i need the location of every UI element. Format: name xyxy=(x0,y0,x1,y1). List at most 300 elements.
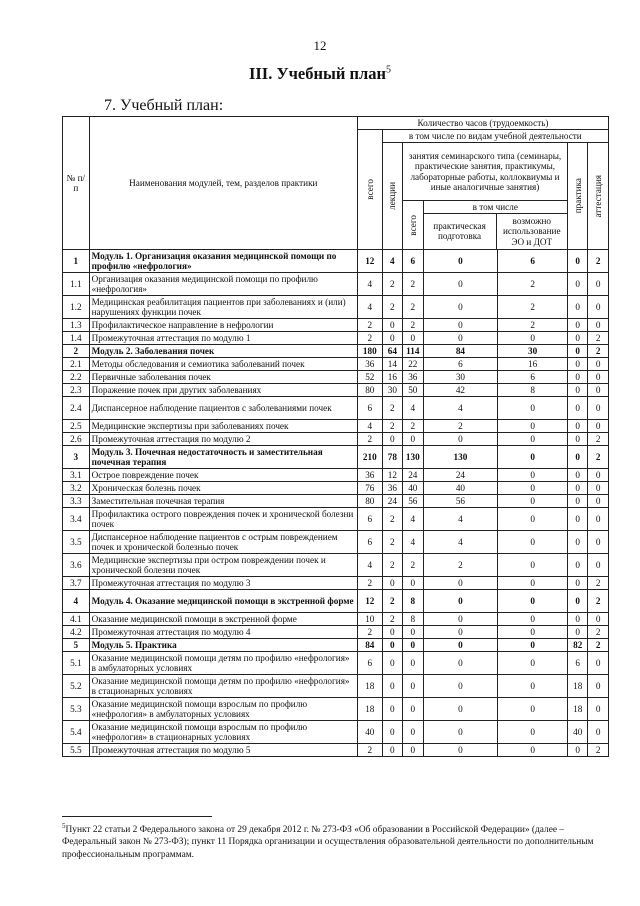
row-seminar-total: 4 xyxy=(403,396,423,419)
row-practice: 0 xyxy=(567,419,587,432)
row-eo-dot: 6 xyxy=(498,249,568,272)
row-num: 2.3 xyxy=(63,383,90,396)
row-name: Профилактическое направление в нефрологии xyxy=(89,318,357,331)
row-attestation: 0 xyxy=(588,468,609,481)
row-lectures: 64 xyxy=(382,344,402,357)
row-total: 2 xyxy=(358,318,383,331)
row-attestation: 2 xyxy=(588,638,609,651)
page-number: 12 xyxy=(313,38,327,53)
row-attestation: 0 xyxy=(588,396,609,419)
row-eo-dot: 0 xyxy=(498,651,568,674)
row-total: 2 xyxy=(358,432,383,445)
row-eo-dot: 0 xyxy=(498,432,568,445)
row-attestation: 0 xyxy=(588,370,609,383)
row-name: Оказание медицинской помощи в экстренной форме xyxy=(89,612,357,625)
row-num: 5.2 xyxy=(63,674,90,697)
row-practice: 0 xyxy=(567,249,587,272)
row-eo-dot: 0 xyxy=(498,331,568,344)
row-practical-training: 130 xyxy=(423,445,498,468)
header-num: № п/п xyxy=(63,117,90,250)
row-seminar-total: 0 xyxy=(403,576,423,589)
row-name: Оказание медицинской помощи детям по профилю «нефрология» в стационарных условиях xyxy=(89,674,357,697)
row-total: 12 xyxy=(358,249,383,272)
row-practical-training: 6 xyxy=(423,357,498,370)
row-eo-dot: 2 xyxy=(498,295,568,318)
row-num: 2.2 xyxy=(63,370,90,383)
row-seminar-total: 22 xyxy=(403,357,423,370)
row-attestation: 0 xyxy=(588,272,609,295)
row-practice: 0 xyxy=(567,468,587,481)
row-name: Модуль 1. Организация оказания медицинской помощи по профилю «нефрология» xyxy=(89,249,357,272)
row-practical-training: 0 xyxy=(423,318,498,331)
row-name: Промежуточная аттестация по модулю 4 xyxy=(89,625,357,638)
row-attestation: 0 xyxy=(588,383,609,396)
row-seminar-total: 0 xyxy=(403,638,423,651)
row-practical-training: 0 xyxy=(423,432,498,445)
row-eo-dot: 0 xyxy=(498,445,568,468)
header-attestation-text: аттестация xyxy=(593,174,604,218)
row-num: 5.4 xyxy=(63,720,90,743)
row-name: Первичные заболевания почек xyxy=(89,370,357,383)
row-seminar-total: 2 xyxy=(403,272,423,295)
row-num: 3.3 xyxy=(63,494,90,507)
row-seminar-total: 36 xyxy=(403,370,423,383)
row-lectures: 0 xyxy=(382,651,402,674)
row-name: Модуль 2. Заболевания почек xyxy=(89,344,357,357)
row-eo-dot: 2 xyxy=(498,318,568,331)
row-practice: 0 xyxy=(567,494,587,507)
row-name: Оказание медицинской помощи детям по профилю «нефрология» в амбулаторных условиях xyxy=(89,651,357,674)
row-num: 1.1 xyxy=(63,272,90,295)
row-eo-dot: 0 xyxy=(498,743,568,756)
row-eo-dot: 0 xyxy=(498,419,568,432)
row-seminar-total: 50 xyxy=(403,383,423,396)
row-attestation: 0 xyxy=(588,318,609,331)
row-lectures: 2 xyxy=(382,553,402,576)
row-eo-dot: 0 xyxy=(498,396,568,419)
row-total: 4 xyxy=(358,295,383,318)
header-eo-dot: возможно использование ЭО и ДОТ xyxy=(502,216,561,247)
row-seminar-total: 130 xyxy=(403,445,423,468)
row-seminar-total: 4 xyxy=(403,507,423,530)
footnote-text: Пункт 22 статьи 2 Федерального закона от 29 декабря 2012 г. № 273-ФЗ «Об образовании в Российской Федерации» (далее – Федеральный закон № 273-ФЗ); пункт 11 Порядка организации и осуществления образовательной деятельности по дополнительным профессиональным программам. xyxy=(62,825,594,860)
curriculum-body xyxy=(63,249,609,756)
footnote-rule xyxy=(62,816,212,817)
row-total: 10 xyxy=(358,612,383,625)
header-total xyxy=(358,130,383,250)
row-lectures: 0 xyxy=(382,697,402,720)
row-total: 18 xyxy=(358,697,383,720)
header-incl: в том числе xyxy=(424,201,567,214)
row-practice: 40 xyxy=(567,720,587,743)
row-total: 2 xyxy=(358,576,383,589)
row-eo-dot: 0 xyxy=(498,468,568,481)
header-practice xyxy=(567,143,587,250)
section-footnote-mark: 5 xyxy=(386,64,392,76)
row-attestation: 0 xyxy=(588,295,609,318)
row-practical-training: 2 xyxy=(423,553,498,576)
table-row xyxy=(63,612,609,625)
row-eo-dot: 0 xyxy=(498,481,568,494)
row-seminar-total: 0 xyxy=(403,743,423,756)
row-eo-dot: 0 xyxy=(498,576,568,589)
row-lectures: 0 xyxy=(382,331,402,344)
row-attestation: 0 xyxy=(588,419,609,432)
row-total: 6 xyxy=(358,396,383,419)
row-practical-training: 56 xyxy=(423,494,498,507)
row-attestation: 0 xyxy=(588,553,609,576)
table-row xyxy=(63,331,609,344)
table-row xyxy=(63,674,609,697)
row-name: Диспансерное наблюдение пациентов с острым повреждением почек и хронической болезнью почек xyxy=(89,530,357,553)
row-practice: 18 xyxy=(567,697,587,720)
row-practice: 0 xyxy=(567,625,587,638)
table-row xyxy=(63,494,609,507)
table-row xyxy=(63,445,609,468)
row-num: 3 xyxy=(63,445,90,468)
row-lectures: 2 xyxy=(382,589,402,612)
row-seminar-total: 0 xyxy=(403,331,423,344)
table-row xyxy=(63,481,609,494)
table-row xyxy=(63,468,609,481)
row-practical-training: 0 xyxy=(423,249,498,272)
row-eo-dot: 6 xyxy=(498,370,568,383)
table-row xyxy=(63,318,609,331)
row-lectures: 2 xyxy=(382,295,402,318)
row-name: Медицинские экспертизы при заболеваниях почек xyxy=(89,419,357,432)
row-lectures: 2 xyxy=(382,530,402,553)
row-eo-dot: 0 xyxy=(498,612,568,625)
row-seminar-total: 24 xyxy=(403,468,423,481)
row-practice: 0 xyxy=(567,553,587,576)
row-lectures: 14 xyxy=(382,357,402,370)
row-total: 76 xyxy=(358,481,383,494)
table-row xyxy=(63,720,609,743)
row-eo-dot: 0 xyxy=(498,589,568,612)
row-total: 210 xyxy=(358,445,383,468)
row-practical-training: 0 xyxy=(423,651,498,674)
row-total: 180 xyxy=(358,344,383,357)
row-practical-training: 40 xyxy=(423,481,498,494)
row-seminar-total: 0 xyxy=(403,432,423,445)
section-title-text: III. Учебный план xyxy=(248,64,387,83)
row-eo-dot: 30 xyxy=(498,344,568,357)
row-practical-training: 84 xyxy=(423,344,498,357)
row-total: 84 xyxy=(358,638,383,651)
row-practical-training: 2 xyxy=(423,419,498,432)
row-name: Промежуточная аттестация по модулю 5 xyxy=(89,743,357,756)
row-seminar-total: 40 xyxy=(403,481,423,494)
row-num: 4.2 xyxy=(63,625,90,638)
row-practical-training: 0 xyxy=(423,674,498,697)
row-name: Промежуточная аттестация по модулю 2 xyxy=(89,432,357,445)
row-practice: 0 xyxy=(567,383,587,396)
row-attestation: 2 xyxy=(588,625,609,638)
row-name: Диспансерное наблюдение пациентов с заболеваниями почек xyxy=(89,396,357,419)
row-practice: 0 xyxy=(567,357,587,370)
row-num: 3.6 xyxy=(63,553,90,576)
row-num: 4 xyxy=(63,589,90,612)
row-eo-dot: 8 xyxy=(498,383,568,396)
row-practice: 0 xyxy=(567,481,587,494)
row-practical-training: 0 xyxy=(423,743,498,756)
row-total: 4 xyxy=(358,553,383,576)
table-row xyxy=(63,344,609,357)
row-lectures: 4 xyxy=(382,249,402,272)
row-eo-dot: 0 xyxy=(498,638,568,651)
row-seminar-total: 56 xyxy=(403,494,423,507)
row-lectures: 36 xyxy=(382,481,402,494)
row-attestation: 2 xyxy=(588,331,609,344)
row-practical-training: 0 xyxy=(423,589,498,612)
header-name: Наименования модулей, тем, разделов практики xyxy=(89,117,357,250)
header-practice-text: практика xyxy=(572,178,583,214)
row-num: 1 xyxy=(63,249,90,272)
section-title xyxy=(0,64,640,84)
table-row xyxy=(63,553,609,576)
row-lectures: 0 xyxy=(382,318,402,331)
row-num: 2 xyxy=(63,344,90,357)
row-lectures: 12 xyxy=(382,468,402,481)
table-row xyxy=(63,530,609,553)
row-practice: 0 xyxy=(567,295,587,318)
row-total: 40 xyxy=(358,720,383,743)
row-seminar-total: 2 xyxy=(403,318,423,331)
row-eo-dot: 0 xyxy=(498,697,568,720)
row-lectures: 24 xyxy=(382,494,402,507)
row-name: Модуль 3. Почечная недостаточность и заместительная почечная терапия xyxy=(89,445,357,468)
row-lectures: 30 xyxy=(382,383,402,396)
row-eo-dot: 0 xyxy=(498,553,568,576)
curriculum-table xyxy=(62,116,609,757)
header-sem-total-text: всего xyxy=(407,214,418,236)
row-attestation: 0 xyxy=(588,530,609,553)
row-practice: 0 xyxy=(567,396,587,419)
row-seminar-total: 8 xyxy=(403,589,423,612)
row-num: 5.5 xyxy=(63,743,90,756)
row-total: 2 xyxy=(358,743,383,756)
row-practice: 0 xyxy=(567,507,587,530)
row-practice: 0 xyxy=(567,589,587,612)
row-practice: 0 xyxy=(567,530,587,553)
row-lectures: 0 xyxy=(382,638,402,651)
row-name: Оказание медицинской помощи взрослым по профилю «нефрология» в амбулаторных условиях xyxy=(89,697,357,720)
header-incl-block xyxy=(423,201,567,250)
row-total: 2 xyxy=(358,625,383,638)
row-lectures: 0 xyxy=(382,576,402,589)
row-total: 80 xyxy=(358,494,383,507)
row-practice: 0 xyxy=(567,370,587,383)
row-practice: 0 xyxy=(567,612,587,625)
row-practice: 0 xyxy=(567,743,587,756)
row-practice: 0 xyxy=(567,344,587,357)
row-seminar-total: 0 xyxy=(403,651,423,674)
row-eo-dot: 0 xyxy=(498,530,568,553)
row-total: 2 xyxy=(358,331,383,344)
row-eo-dot: 0 xyxy=(498,720,568,743)
table-row xyxy=(63,396,609,419)
table-row xyxy=(63,432,609,445)
row-name: Поражение почек при других заболеваниях xyxy=(89,383,357,396)
row-name: Профилактика острого повреждения почек и хронической болезни почек xyxy=(89,507,357,530)
row-num: 3.7 xyxy=(63,576,90,589)
row-attestation: 2 xyxy=(588,432,609,445)
row-total: 6 xyxy=(358,651,383,674)
row-num: 3.1 xyxy=(63,468,90,481)
row-seminar-total: 2 xyxy=(403,419,423,432)
subsection-title: 7. Учебный план: xyxy=(104,97,224,114)
row-name: Заместительная почечная терапия xyxy=(89,494,357,507)
table-row xyxy=(63,370,609,383)
row-lectures: 0 xyxy=(382,625,402,638)
row-num: 1.3 xyxy=(63,318,90,331)
row-attestation: 0 xyxy=(588,612,609,625)
row-seminar-total: 0 xyxy=(403,625,423,638)
row-num: 2.6 xyxy=(63,432,90,445)
row-practice: 0 xyxy=(567,432,587,445)
row-lectures: 78 xyxy=(382,445,402,468)
row-attestation: 2 xyxy=(588,576,609,589)
row-total: 52 xyxy=(358,370,383,383)
row-lectures: 2 xyxy=(382,612,402,625)
row-name: Методы обследования и семиотика заболеваний почек xyxy=(89,357,357,370)
row-lectures: 16 xyxy=(382,370,402,383)
row-attestation: 2 xyxy=(588,445,609,468)
footnote xyxy=(62,822,610,861)
table-row xyxy=(63,249,609,272)
row-seminar-total: 0 xyxy=(403,674,423,697)
row-lectures: 2 xyxy=(382,396,402,419)
table-row xyxy=(63,697,609,720)
row-num: 4.1 xyxy=(63,612,90,625)
row-eo-dot: 0 xyxy=(498,507,568,530)
row-practical-training: 0 xyxy=(423,331,498,344)
row-practice: 0 xyxy=(567,576,587,589)
row-practice: 0 xyxy=(567,331,587,344)
row-lectures: 0 xyxy=(382,432,402,445)
header-lectures-text: лекции xyxy=(387,182,398,210)
row-lectures: 2 xyxy=(382,507,402,530)
row-practical-training: 4 xyxy=(423,507,498,530)
row-lectures: 2 xyxy=(382,419,402,432)
row-practical-training: 4 xyxy=(423,396,498,419)
row-num: 3.2 xyxy=(63,481,90,494)
header-practical-training: практическая подготовка xyxy=(424,214,497,249)
row-practice: 0 xyxy=(567,272,587,295)
table-row xyxy=(63,651,609,674)
row-name: Хроническая болезнь почек xyxy=(89,481,357,494)
row-name: Оказание медицинской помощи взрослым по профилю «нефрология» в стационарных условиях xyxy=(89,720,357,743)
table-row xyxy=(63,589,609,612)
table-row xyxy=(63,419,609,432)
table-row xyxy=(63,272,609,295)
row-attestation: 0 xyxy=(588,651,609,674)
row-seminar-total: 8 xyxy=(403,612,423,625)
table-row xyxy=(63,295,609,318)
row-name: Модуль 4. Оказание медицинской помощи в экстренной форме xyxy=(89,589,357,612)
row-eo-dot: 2 xyxy=(498,272,568,295)
table-row xyxy=(63,383,609,396)
row-practice: 0 xyxy=(567,318,587,331)
row-attestation: 0 xyxy=(588,697,609,720)
row-practical-training: 30 xyxy=(423,370,498,383)
row-eo-dot: 0 xyxy=(498,674,568,697)
table-row xyxy=(63,507,609,530)
row-practical-training: 0 xyxy=(423,295,498,318)
footnote-mark: 5 xyxy=(62,822,66,830)
row-num: 3.5 xyxy=(63,530,90,553)
row-practice: 0 xyxy=(567,445,587,468)
row-seminar-total: 6 xyxy=(403,249,423,272)
row-name: Острое повреждение почек xyxy=(89,468,357,481)
header-seminar: занятия семинарского типа (семинары, практические занятия, практикумы, лабораторные работы, коллоквиумы и иные аналогичные занятия) xyxy=(403,143,568,201)
row-practice: 82 xyxy=(567,638,587,651)
row-practical-training: 24 xyxy=(423,468,498,481)
row-practical-training: 4 xyxy=(423,530,498,553)
row-attestation: 0 xyxy=(588,481,609,494)
row-practical-training: 0 xyxy=(423,638,498,651)
row-practice: 6 xyxy=(567,651,587,674)
row-num: 2.5 xyxy=(63,419,90,432)
row-attestation: 2 xyxy=(588,344,609,357)
header-by-type: в том числе по видам учебной деятельности xyxy=(382,130,608,143)
row-eo-dot: 0 xyxy=(498,494,568,507)
row-practice: 18 xyxy=(567,674,587,697)
row-practical-training: 0 xyxy=(423,272,498,295)
row-seminar-total: 114 xyxy=(403,344,423,357)
table-row xyxy=(63,638,609,651)
header-attestation xyxy=(588,143,609,250)
row-practical-training: 0 xyxy=(423,697,498,720)
table-row xyxy=(63,743,609,756)
row-practical-training: 42 xyxy=(423,383,498,396)
row-name: Промежуточная аттестация по модулю 1 xyxy=(89,331,357,344)
row-num: 3.4 xyxy=(63,507,90,530)
row-attestation: 2 xyxy=(588,249,609,272)
row-practical-training: 0 xyxy=(423,625,498,638)
row-attestation: 0 xyxy=(588,357,609,370)
table-row xyxy=(63,357,609,370)
row-name: Организация оказания медицинской помощи по профилю «нефрология» xyxy=(89,272,357,295)
row-num: 5.1 xyxy=(63,651,90,674)
row-attestation: 0 xyxy=(588,494,609,507)
row-total: 4 xyxy=(358,419,383,432)
row-attestation: 0 xyxy=(588,674,609,697)
row-eo-dot: 0 xyxy=(498,625,568,638)
row-total: 6 xyxy=(358,507,383,530)
row-seminar-total: 2 xyxy=(403,553,423,576)
row-lectures: 0 xyxy=(382,720,402,743)
row-practical-training: 0 xyxy=(423,720,498,743)
header-lectures xyxy=(382,143,402,250)
row-num: 5 xyxy=(63,638,90,651)
row-num: 1.2 xyxy=(63,295,90,318)
row-practical-training: 0 xyxy=(423,612,498,625)
row-attestation: 2 xyxy=(588,743,609,756)
row-seminar-total: 0 xyxy=(403,697,423,720)
header-total-text: всего xyxy=(364,179,375,200)
row-attestation: 2 xyxy=(588,589,609,612)
row-name: Медицинские экспертизы при остром повреждении почек и хронической болезни почек xyxy=(89,553,357,576)
table-row xyxy=(63,576,609,589)
row-name: Промежуточная аттестация по модулю 3 xyxy=(89,576,357,589)
row-total: 6 xyxy=(358,530,383,553)
row-attestation: 0 xyxy=(588,507,609,530)
header-hours: Количество часов (трудоемкость) xyxy=(358,117,609,130)
row-name: Модуль 5. Практика xyxy=(89,638,357,651)
row-eo-dot: 16 xyxy=(498,357,568,370)
row-practical-training: 0 xyxy=(423,576,498,589)
